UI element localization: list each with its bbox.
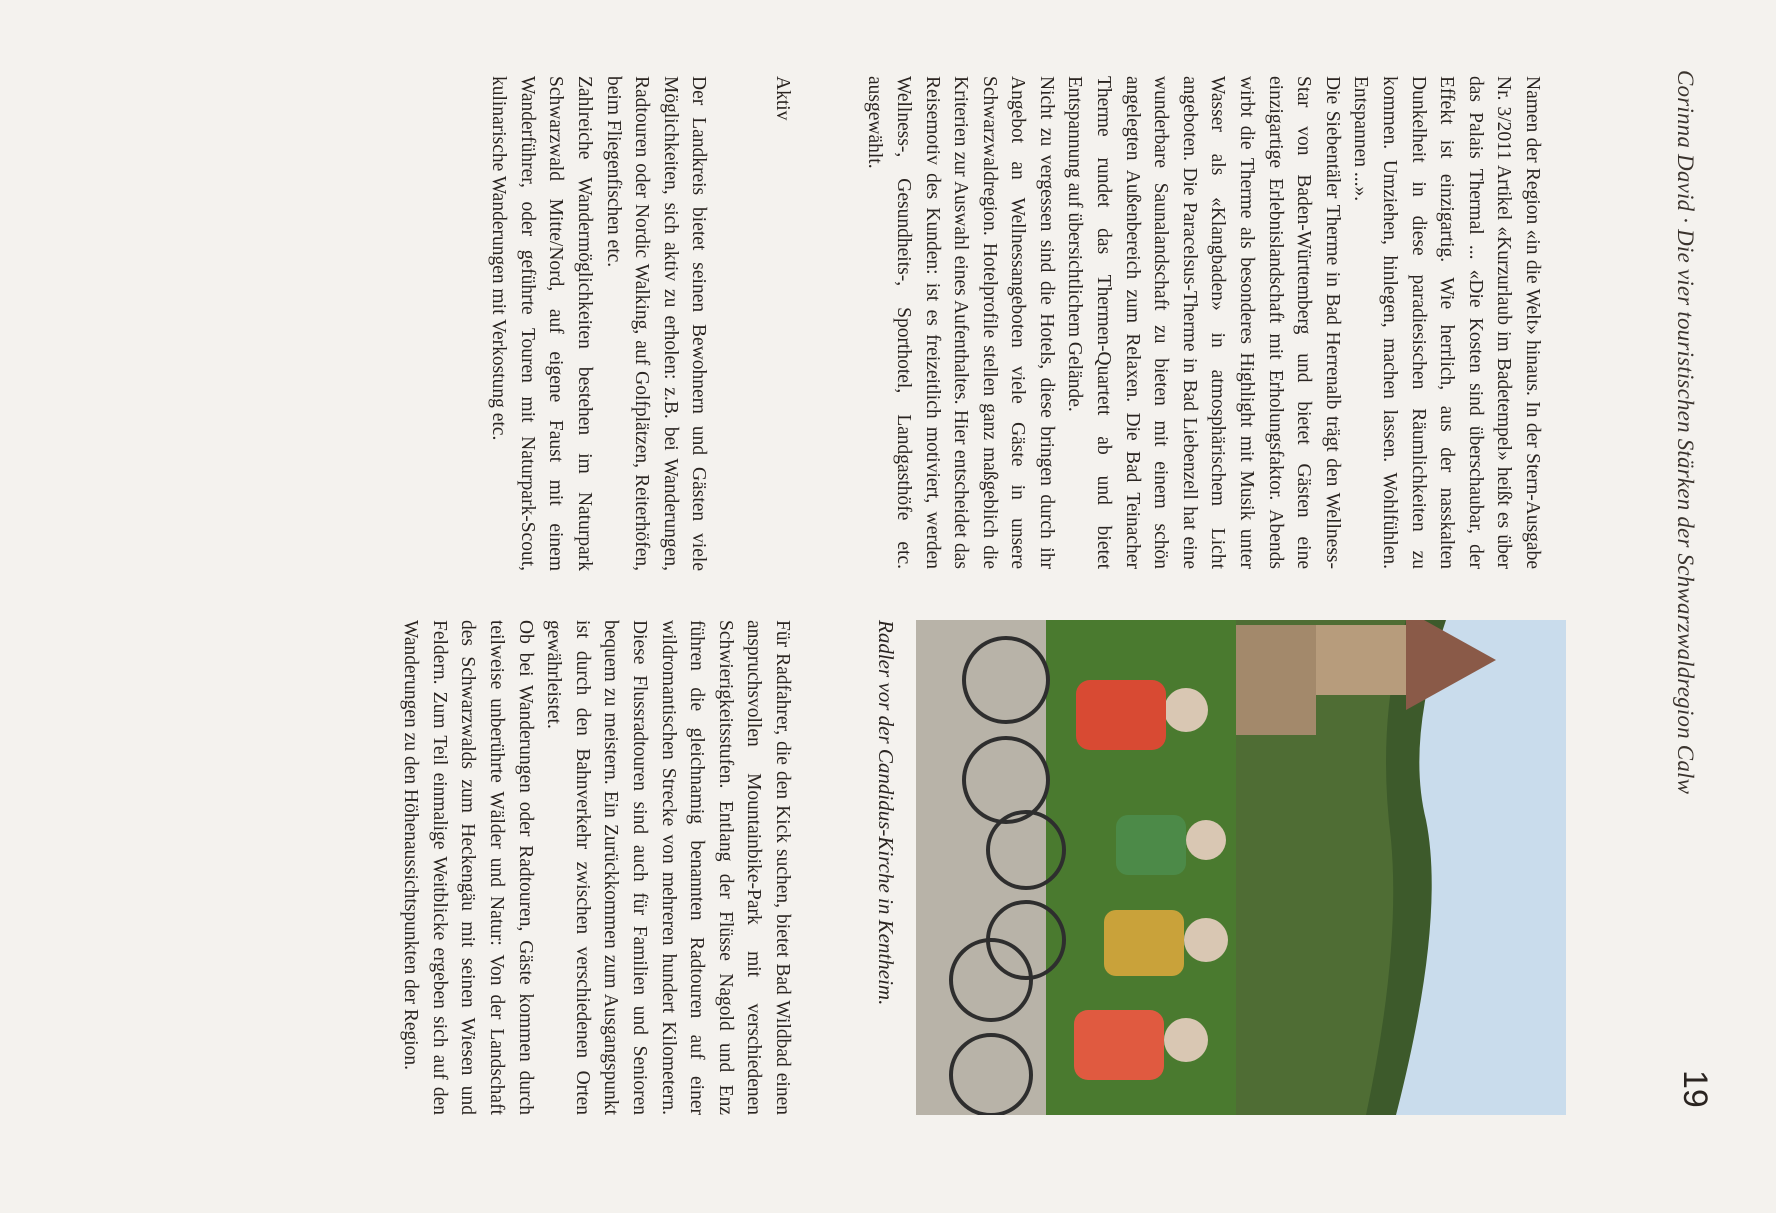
photo-figure <box>856 620 1566 1115</box>
paragraph: Ob bei Wanderungen oder Radtouren, Gäste kommen durch teilweise unberührte Wälder und Natur: Von der Landschaft des Schwarzwalds zum Heckengäu mit seinen Wiesen und Feldern. Zum Teil einmalige Weitblicke ergeben sich auf den Wanderungen zu den Höhenaussichtspunkten der Region. <box>400 620 536 1115</box>
photo-caption: Radler vor der Candidus-Kirche in Kentheim. <box>874 620 898 1006</box>
paragraph: Der Landkreis bietet seinen Bewohnern und Gästen viele Möglichkeiten, sich aktiv zu erholen: z.B. bei Wanderungen, Radtouren oder Nordic Walking, auf Golfplätzen, Reiterhöfen, beim Fliegenfischen etc. <box>602 76 710 571</box>
text-column-right <box>396 620 796 1115</box>
text-column-aktiv <box>484 76 796 571</box>
paragraph: Zahlreiche Wandermöglichkeiten bestehen im Naturpark Schwarzwald Mitte/Nord, auf eigene Faust mit einem Wanderführer, oder geführte Touren mit Naturpark-Scout, kulinarische Wanderungen mit Verkostung etc. <box>488 76 596 571</box>
running-head: Corinna David · Die vier touristischen Stärken der Schwarzwaldregion Calw <box>1673 70 1698 795</box>
page-number: 19 <box>1676 1070 1714 1108</box>
section-heading-aktiv: Aktiv <box>772 76 793 121</box>
paragraph: Die Siebentäler Therme in Bad Herrenalb trägt den Wellness-Star von Baden-Württemberg und bietet Gästen eine einzigartige Erlebnislandschaft mit Erholungsfaktor. Abends wirbt die Therme als besonderes Highlight mit Musik unter Wasser als «Klangbaden» in atmosphärischem Licht angeboten. Die Paracelsus-Therme in Bad Liebenzell hat eine wunderbare Saunalandschaft zu bieten mit einem schön angelegten Außenbereich zum Relaxen. Die Bad Teinacher Therme rundet das Thermen-Quartett ab und bietet Entspannung auf übersichtlichem Gelände. <box>1064 76 1343 569</box>
paragraph: Nicht zu vergessen sind die Hotels, diese bringen durch ihr Angebot an Wellnessangeboten viele Gäste in unsere Schwarzwaldregion. Hotelprofile stellen ganz maßgeblich die Kriterien zur Auswahl eines Aufenthaltes. Hier entscheidet das Reisemotiv des Kunden: ist es freizeitlich motiviert, werden Wellness-, Gesundheits-, Sporthotel, Landgasthöfe etc. ausgewählt. <box>864 76 1057 569</box>
paragraph: Für Radfahrer, die den Kick suchen, bietet Bad Wildbad einen anspruchsvollen Mountainbike-Park mit verschiedenen Schwierigkeitsstufen. Entlang der Flüsse Nagold und Enz führen die gleichnamig benannten Radtouren auf einer wildromantischen Strecke von mehreren hundert Kilometern. Diese Flussradtouren sind auch für Familien und Senioren bequem zu meistern. Ein Zurückkommen zum Ausgangspunkt ist durch den Bahnverkehr zwischen verschiedenen Orten gewährleistet. <box>543 620 793 1115</box>
photo-cyclists-church <box>916 620 1566 1115</box>
text-column-upper <box>860 76 1546 569</box>
paragraph: Namen der Region «in die Welt» hinaus. In der Stern-Ausgabe Nr. 3/2011 Artikel «Kurzurlaub im Badetempel» heißt es über das Palais Thermal ... «Die Kosten sind überschaubar, der Effekt ist einzigartig. Wie herrlich, aus der nasskalten Dunkelheit in diese paradiesischen Räumlichkeiten zu kommen. Umziehen, hinlegen, machen lassen. Wohlfühlen. Entspannen ...». <box>1350 76 1543 569</box>
